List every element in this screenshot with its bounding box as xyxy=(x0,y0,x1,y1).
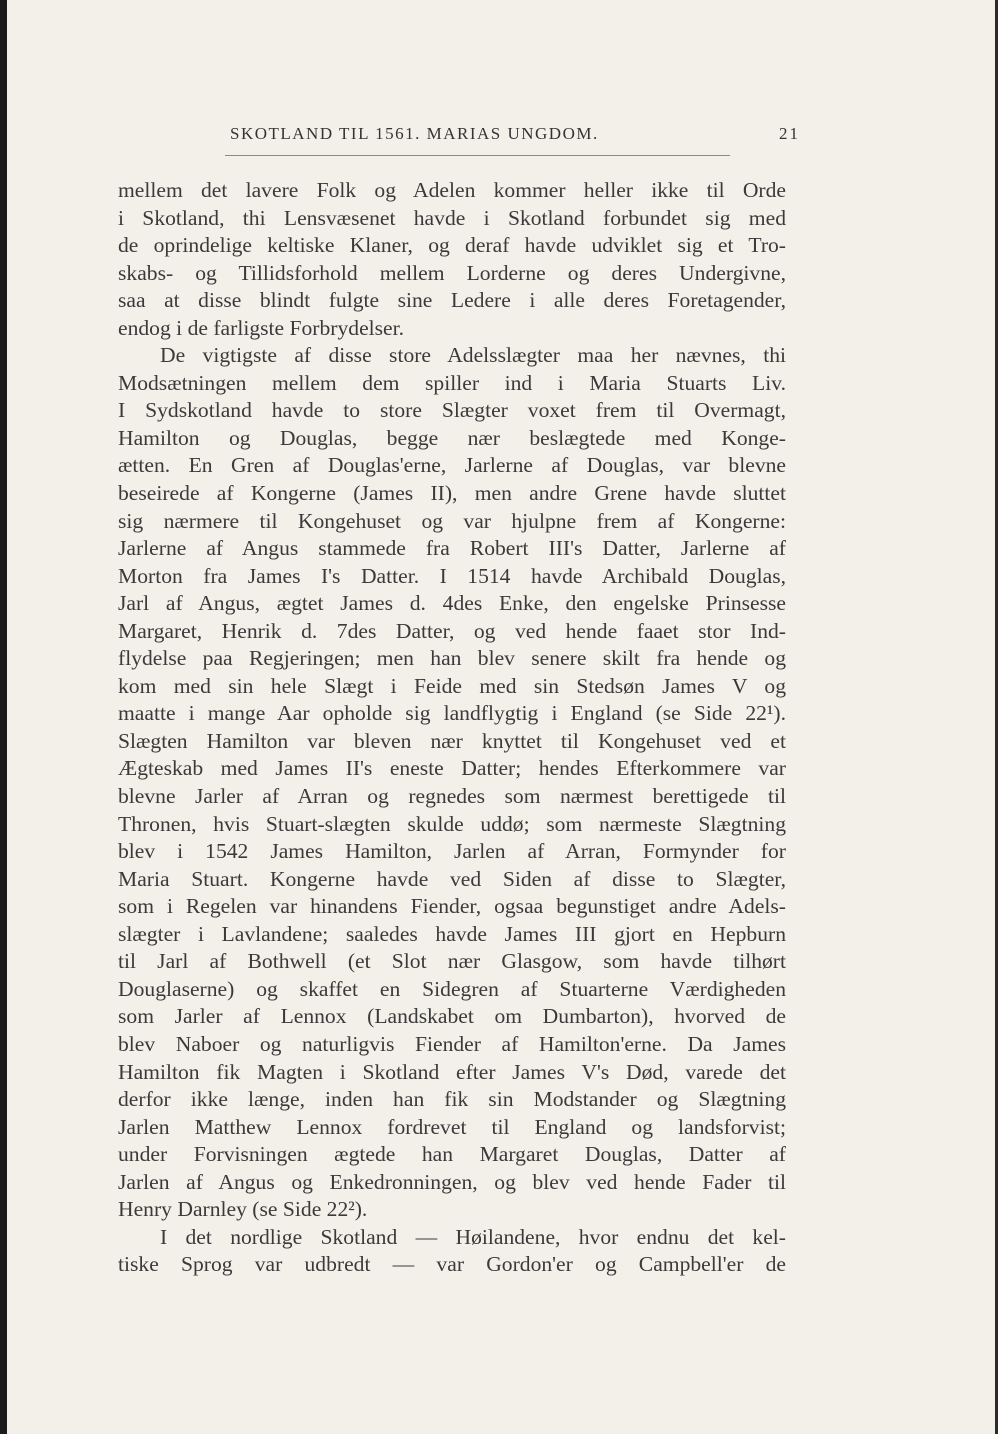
text-line: tiske Sprog var udbredt — var Gordon'er og Campbell'er de xyxy=(118,1252,786,1277)
scan-edge-left xyxy=(0,0,7,1434)
text-line: som Jarler af Lennox (Landskabet om Dumbarton), hvorved de xyxy=(118,1004,786,1029)
text-line: de oprindelige keltiske Klaner, og deraf havde udviklet sig et Tro- xyxy=(118,233,786,258)
text-line: Thronen, hvis Stuart-slægten skulde uddø; som nærmeste Slægtning xyxy=(118,811,786,836)
text-line: maatte i mange Aar opholde sig landflygtig i England (se Side 22¹). xyxy=(118,701,786,726)
text-line: ætten. En Gren af Douglas'erne, Jarlerne af Douglas, var blevne xyxy=(118,453,786,478)
text-line: Jarlen af Angus og Enkedronningen, og blev ved hende Fader til xyxy=(118,1169,786,1194)
text-line: Henry Darnley (se Side 22²). xyxy=(118,1197,368,1222)
text-line: Morton fra James I's Datter. I 1514 havde Archibald Douglas, xyxy=(118,563,786,588)
text-line: Maria Stuart. Kongerne havde ved Siden af disse to Slægter, xyxy=(118,866,786,891)
text-line: Modsætningen mellem dem spiller ind i Maria Stuarts Liv. xyxy=(118,370,786,395)
text-line: blevne Jarler af Arran og regnedes som nærmest berettigede til xyxy=(118,784,786,809)
text-line: i Skotland, thi Lensvæsenet havde i Skotland forbundet sig med xyxy=(118,205,786,230)
text-line: Hamilton fik Magten i Skotland efter James V's Død, varede det xyxy=(118,1059,786,1084)
text-line: Hamilton og Douglas, begge nær beslægtede med Konge- xyxy=(118,425,786,450)
running-title: SKOTLAND TIL 1561. MARIAS UNGDOM. xyxy=(230,124,599,143)
text-line: blev i 1542 James Hamilton, Jarlen af Arran, Formynder for xyxy=(118,839,786,864)
page-number: 21 xyxy=(779,124,800,143)
body-text xyxy=(118,177,786,1279)
text-line: Jarlen Matthew Lennox fordrevet til England og landsforvist; xyxy=(118,1114,786,1139)
text-line: Jarl af Angus, ægtet James d. 4des Enke, den engelske Prinsesse xyxy=(118,591,786,616)
text-line: Douglaserne) og skaffet en Sidegren af Stuarterne Værdigheden xyxy=(118,976,786,1001)
text-line: under Forvisningen ægtede han Margaret Douglas, Datter af xyxy=(118,1142,786,1167)
text-line: I det nordlige Skotland — Høilandene, hvor endnu det kel- xyxy=(160,1224,786,1249)
text-line: saa at disse blindt fulgte sine Ledere i alle deres Foretagender, xyxy=(118,288,786,313)
text-line: derfor ikke længe, inden han fik sin Modstander og Slægtning xyxy=(118,1087,786,1112)
text-line: sig nærmere til Kongehuset og var hjulpne frem af Kongerne: xyxy=(118,508,786,533)
text-line: beseirede af Kongerne (James II), men andre Grene havde sluttet xyxy=(118,481,786,506)
text-line: Jarlerne af Angus stammede fra Robert III's Datter, Jarlerne af xyxy=(118,536,786,561)
text-line: flydelse paa Regjeringen; men han blev senere skilt fra hende og xyxy=(118,646,786,671)
text-line: De vigtigste af disse store Adelsslægter maa her nævnes, thi xyxy=(160,343,786,368)
text-line: kom med sin hele Slægt i Feide med sin Stedsøn James V og xyxy=(118,673,786,698)
text-line: endog i de farligste Forbrydelser. xyxy=(118,315,405,340)
text-line: som i Regelen var hinandens Fiender, ogsaa begunstiget andre Adels- xyxy=(118,894,786,919)
text-line: Slægten Hamilton var bleven nær knyttet til Kongehuset ved et xyxy=(118,728,786,753)
text-line: slægter i Lavlandene; saaledes havde James III gjort en Hepburn xyxy=(118,921,786,946)
text-line: mellem det lavere Folk og Adelen kommer heller ikke til Orde xyxy=(118,178,786,202)
text-line: Ægteskab med James II's eneste Datter; hendes Efterkommere var xyxy=(118,756,786,781)
text-line: blev Naboer og naturligvis Fiender af Hamilton'erne. Da James xyxy=(118,1031,786,1056)
text-line: I Sydskotland havde to store Slægter voxet frem til Overmagt, xyxy=(118,398,786,423)
text-line: til Jarl af Bothwell (et Slot nær Glasgow, som havde tilhørt xyxy=(118,949,786,974)
header-rule xyxy=(225,155,730,156)
text-line: skabs- og Tillidsforhold mellem Lorderne og deres Undergivne, xyxy=(118,260,786,285)
text-line: Margaret, Henrik d. 7des Datter, og ved hende faaet stor Ind- xyxy=(118,618,786,643)
running-header xyxy=(230,124,800,148)
